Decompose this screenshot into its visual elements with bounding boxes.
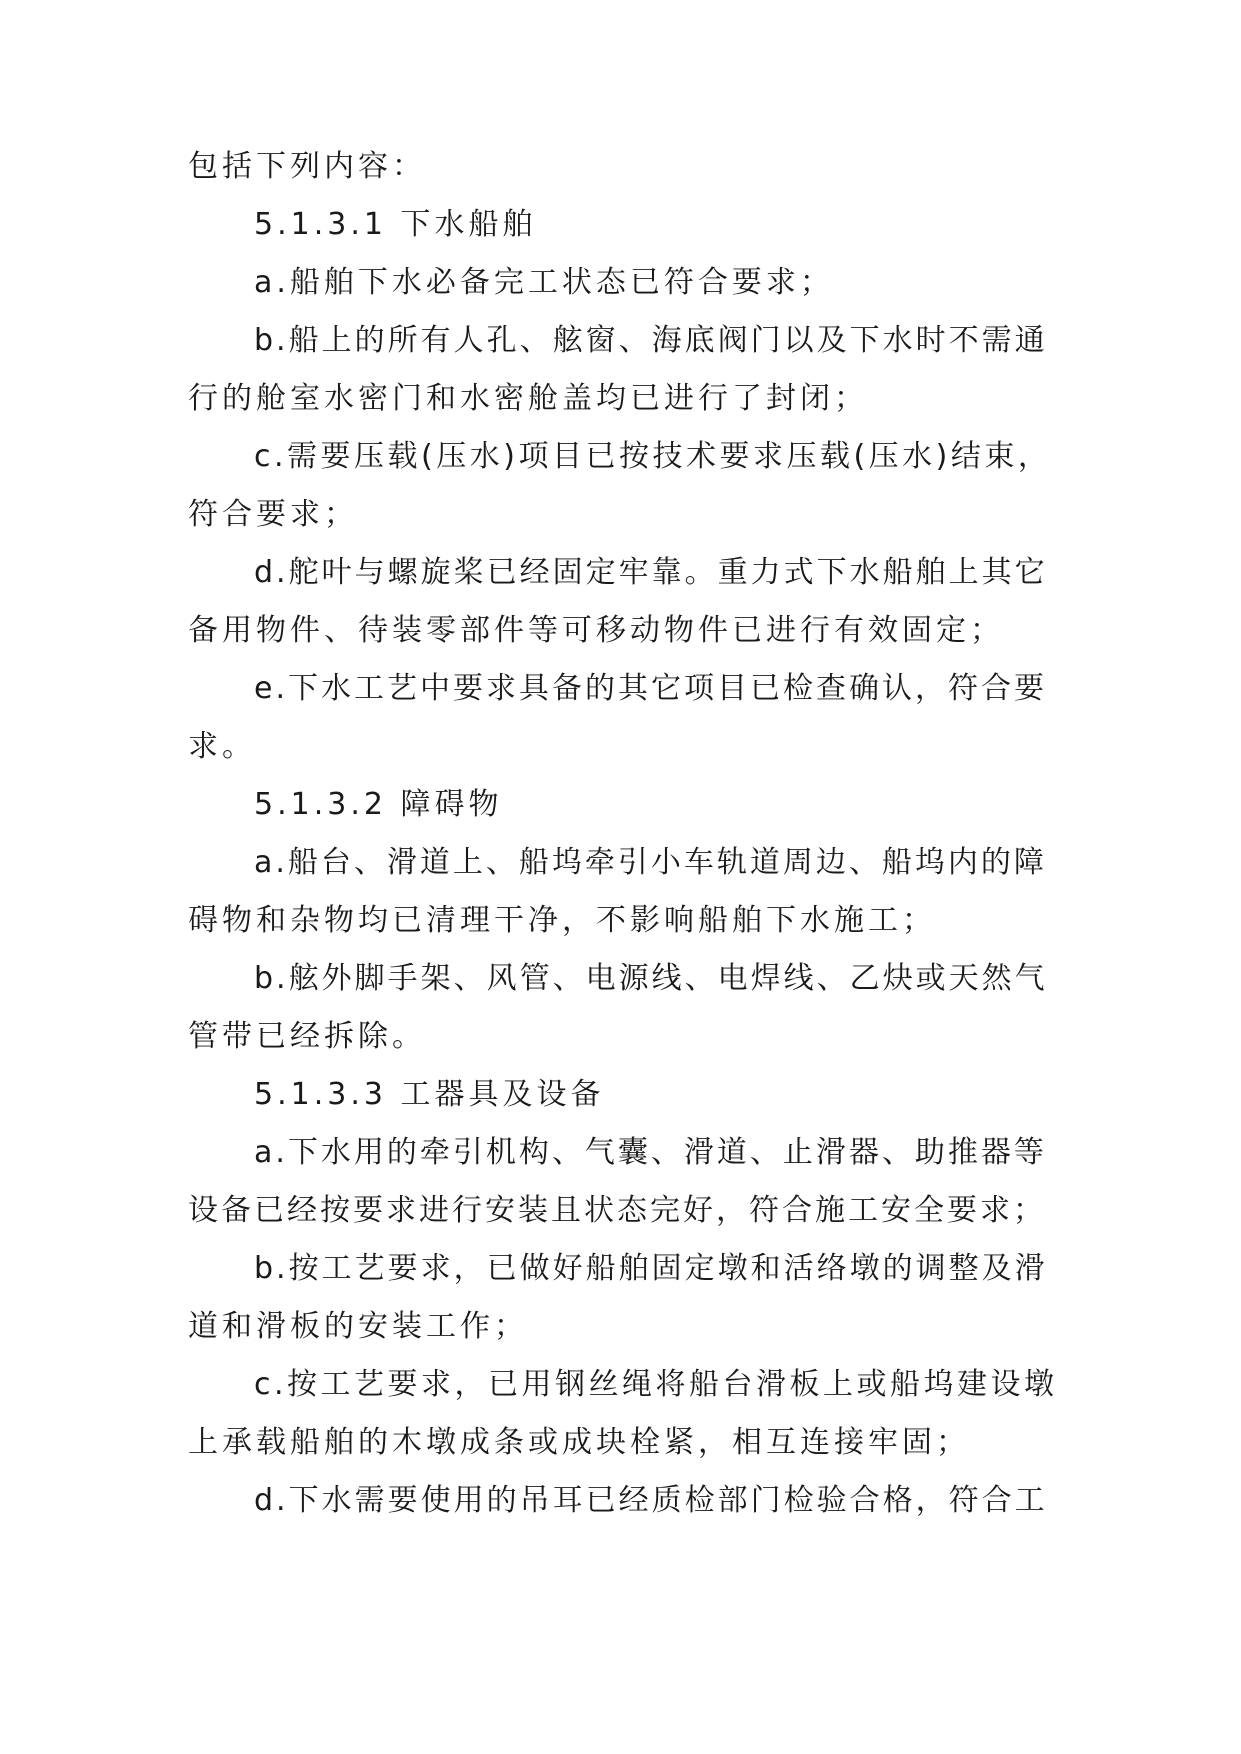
text-line: b.按工艺要求，已做好船舶固定墩和活络墩的调整及滑 xyxy=(254,1251,1048,1286)
text-line: b.舷外脚手架、风管、电源线、电焊线、乙炔或天然气 xyxy=(254,961,1048,996)
text-line: 备用物件、待装零部件等可移动物件已进行有效固定； xyxy=(188,613,1004,648)
section-heading: 5.1.3.3 工器具及设备 xyxy=(254,1077,605,1112)
text-line: a.下水用的牵引机构、气囊、滑道、止滑器、助推器等 xyxy=(254,1135,1047,1170)
text-line: b.船上的所有人孔、舷窗、海底阀门以及下水时不需通 xyxy=(254,323,1048,358)
text-line: 上承载船舶的木墩成条或成块栓紧，相互连接牢固； xyxy=(188,1425,970,1460)
text-line: a.船台、滑道上、船坞牵引小车轨道周边、船坞内的障 xyxy=(254,845,1047,880)
text-line: 管带已经拆除。 xyxy=(188,1019,426,1054)
section-heading: 5.1.3.2 障碍物 xyxy=(254,787,503,822)
text-line: 碍物和杂物均已清理干净，不影响船舶下水施工； xyxy=(188,903,936,938)
text-line: a.船舶下水必备完工状态已符合要求； xyxy=(254,265,834,300)
text-line: e.下水工艺中要求具备的其它项目已检查确认，符合要 xyxy=(254,671,1047,706)
text-line: c.按工艺要求，已用钢丝绳将船台滑板上或船坞建设墩 xyxy=(254,1367,1058,1402)
text-line: 道和滑板的安装工作； xyxy=(188,1309,528,1344)
text-line: d.舵叶与螺旋桨已经固定牢靠。重力式下水船舶上其它 xyxy=(254,555,1048,590)
text-line: 符合要求； xyxy=(188,497,358,532)
section-heading: 5.1.3.1 下水船舶 xyxy=(254,207,537,242)
text-line: d.下水需要使用的吊耳已经质检部门检验合格，符合工 xyxy=(254,1483,1048,1518)
text-line: 求。 xyxy=(188,729,256,764)
text-line: 行的舱室水密门和水密舱盖均已进行了封闭； xyxy=(188,381,868,416)
text-line: 包括下列内容： xyxy=(188,149,426,184)
text-line: 设备已经按要求进行安装且状态完好，符合施工安全要求； xyxy=(188,1193,1046,1228)
text-line: c.需要压载(压水)项目已按技术要求压载(压水)结束， xyxy=(254,439,1052,474)
